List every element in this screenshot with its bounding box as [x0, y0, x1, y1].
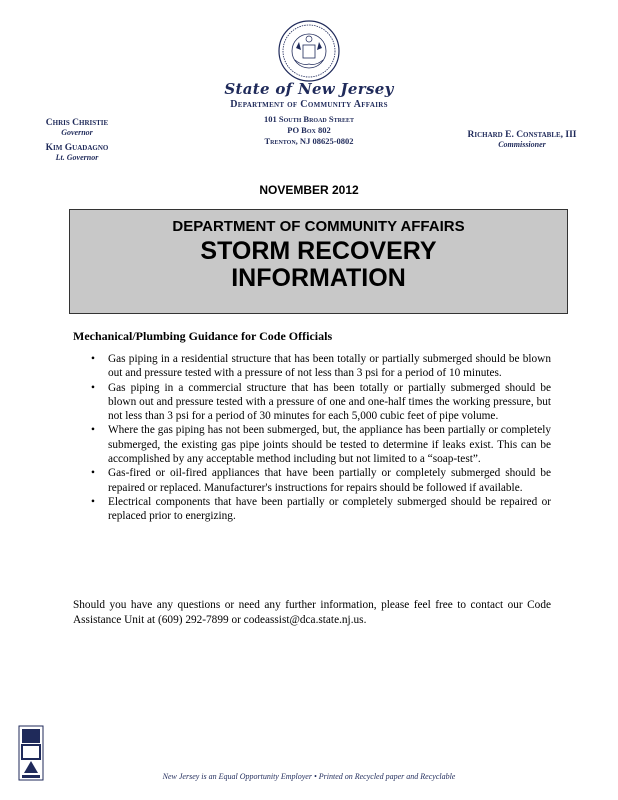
banner-title-line-1: STORM RECOVERY — [200, 237, 437, 265]
commissioner-name: Richard E. Constable, III — [467, 130, 577, 140]
list-item: • Electrical components that have been partially or completely submerged should be repaired or replaced prior to energizing. — [73, 495, 551, 524]
banner-department: DEPARTMENT OF COMMUNITY AFFAIRS — [172, 218, 465, 235]
state-title: State of New Jersey — [224, 80, 394, 98]
footer-note: New Jersey is an Equal Opportunity Employer • Printed on Recycled paper and Recyclable — [162, 772, 456, 781]
governor-name: Chris Christie — [45, 118, 109, 128]
lt-governor-title: Lt. Governor — [55, 153, 99, 162]
guidance-list — [73, 352, 551, 524]
officials-right — [452, 130, 592, 155]
section-title: Mechanical/Plumbing Guidance for Code Officials — [73, 329, 333, 343]
list-item: • Gas piping in a commercial structure that has been totally or partially submerged should be blown out and pressure tested with a pressure of one and one-half times the working pressure, but not less than 3 psi for a period of 30 minutes for each 5,000 cubic feet of pipe volume. — [73, 381, 551, 424]
list-item: • Gas piping in a residential structure that has been totally or partially submerged should be blown out and pressure tested with a pressure of not less than 3 psi for a period of 10 minutes. — [73, 352, 551, 381]
state-seal-icon — [278, 20, 340, 82]
governor-title: Governor — [61, 128, 93, 137]
closing-paragraph: Should you have any questions or need any further information, please feel free to contact our Code Assistance Unit at (609) 292-7899 or codeassist@dca.state.nj.us. — [73, 599, 551, 626]
commissioner-title: Commissioner — [498, 140, 546, 149]
document-date: NOVEMBER 2012 — [259, 183, 359, 197]
officials-left — [22, 118, 132, 168]
list-item: • Where the gas piping has not been submerged, but, the appliance has been partially or completely submerged, the existing gas pipe joints should be tested to determine if leaks exist. This can be accomplished by any acceptable method including but not limited to a “soap-test”. — [73, 423, 551, 466]
title-banner — [69, 209, 568, 314]
address-line-3: Trenton, NJ 08625-0802 — [264, 136, 354, 146]
department-name: Department of Community Affairs — [230, 99, 388, 110]
address-line-1: 101 South Broad Street — [264, 114, 354, 124]
list-item: • Gas-fired or oil-fired appliances that have been partially or completely submerged should be repaired or replaced. Manufacturer's instructions for repairs should be followed if available. — [73, 466, 551, 495]
lt-governor-name: Kim Guadagno — [45, 143, 109, 153]
address-line-2: PO Box 802 — [287, 125, 331, 135]
banner-title-line-2: INFORMATION — [231, 264, 406, 292]
